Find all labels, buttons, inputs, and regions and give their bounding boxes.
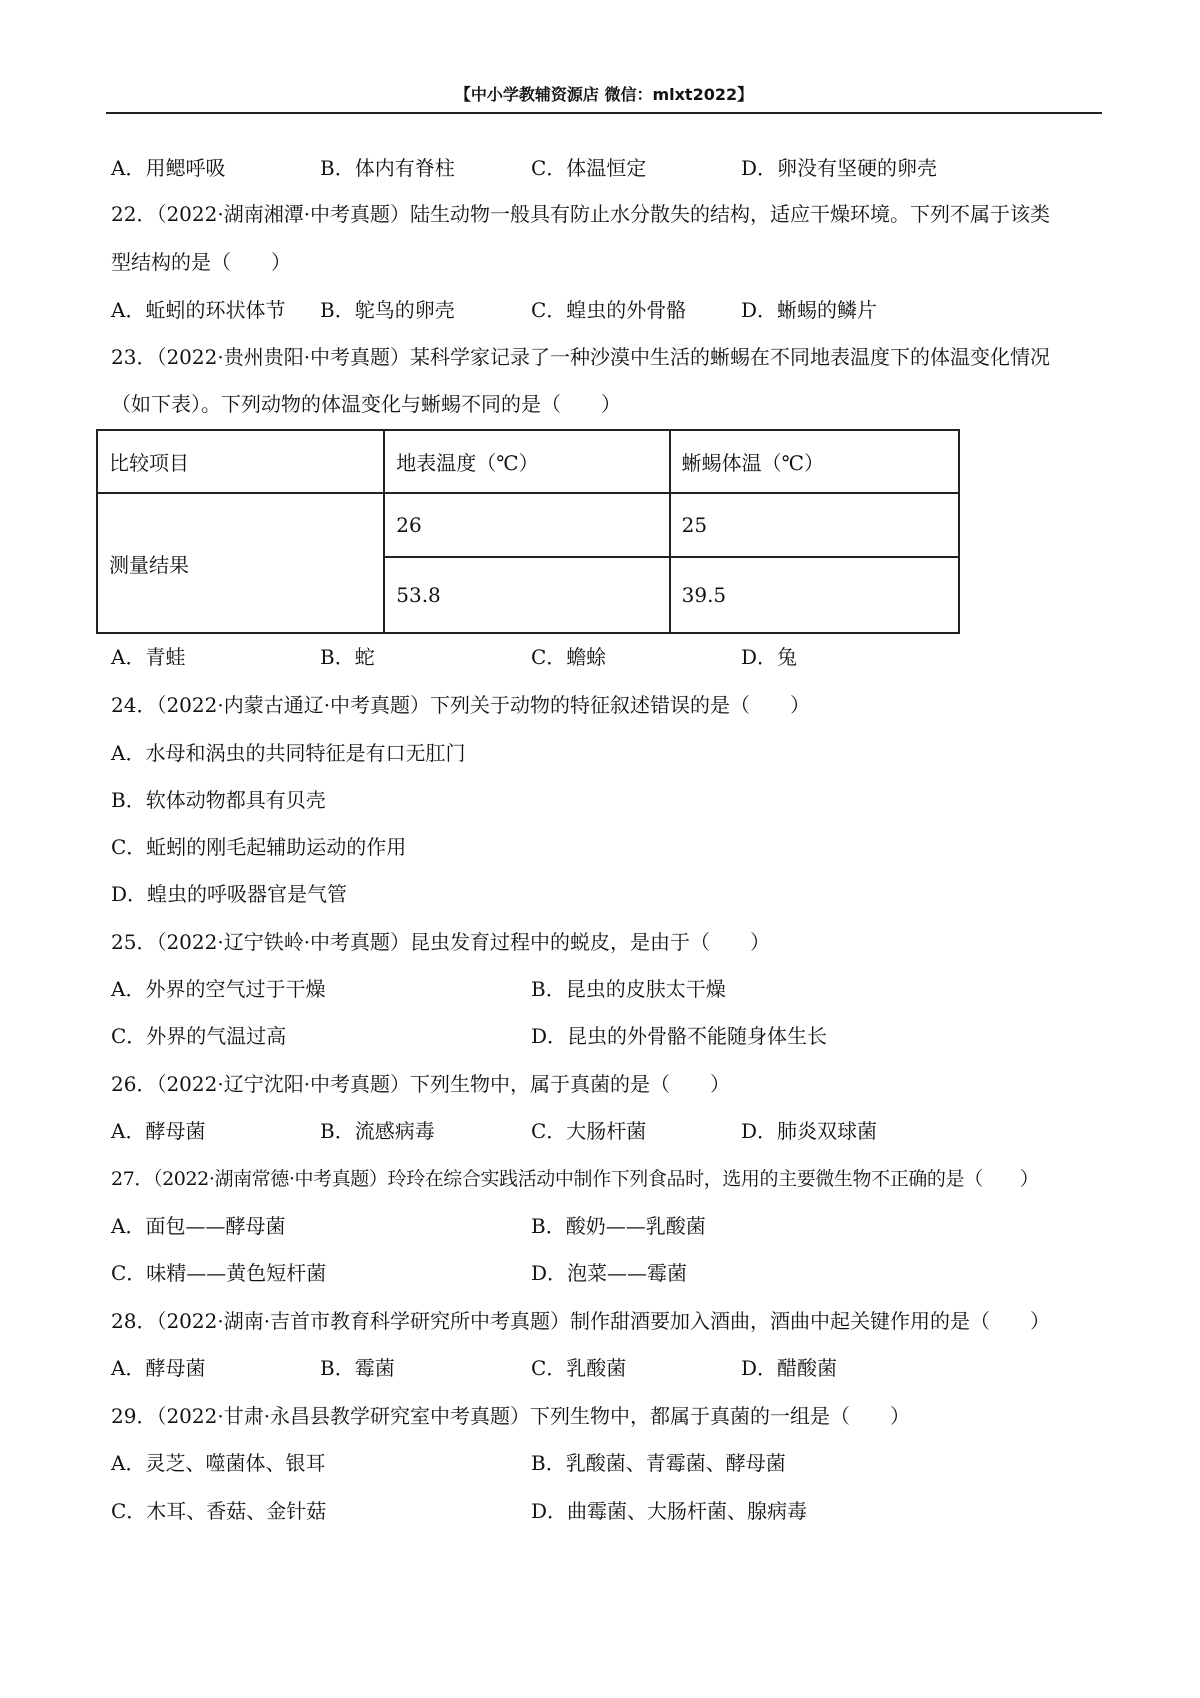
option-b: B．昆虫的皮肤太干燥	[531, 977, 726, 1001]
question-28-stem: 28．（2022·湖南·吉首市教育科学研究所中考真题）制作甜酒要加入酒曲，酒曲中起关键作用的是（ ）	[111, 1309, 1051, 1333]
option-b: B．霉菌	[320, 1356, 395, 1380]
option-a: A．水母和涡虫的共同特征是有口无肛门	[111, 741, 466, 765]
temperature-table	[96, 429, 960, 634]
option-c: C．大肠杆菌	[531, 1119, 647, 1143]
option-a: A．酵母菌	[111, 1356, 206, 1380]
question-26-stem: 26．（2022·辽宁沈阳·中考真题）下列生物中，属于真菌的是（ ）	[111, 1072, 731, 1096]
option-a: A．青蛙	[111, 645, 186, 669]
option-d: D．卵没有坚硬的卵壳	[741, 156, 938, 180]
question-29-stem: 29．（2022·甘肃·永昌县教学研究室中考真题）下列生物中，都属于真菌的一组是（ ）	[111, 1404, 911, 1428]
table-cell: 53.8	[384, 557, 669, 633]
table-header-cell: 比较项目	[97, 430, 384, 493]
option-a: A．蚯蚓的环状体节	[111, 298, 286, 322]
question-24-stem: 24．（2022·内蒙古通辽·中考真题）下列关于动物的特征叙述错误的是（ ）	[111, 693, 811, 717]
question-22-stem-line2: 型结构的是（ ）	[111, 250, 291, 274]
option-d: D．蜥蜴的鳞片	[741, 298, 878, 322]
option-b: B．鸵鸟的卵壳	[320, 298, 455, 322]
option-c: C．蝗虫的外骨骼	[531, 298, 687, 322]
option-d: D．肺炎双球菌	[741, 1119, 878, 1143]
option-c: C．蚯蚓的刚毛起辅助运动的作用	[111, 835, 407, 859]
option-b: B．酸奶——乳酸菌	[531, 1214, 706, 1238]
question-23-stem-line1: 23．（2022·贵州贵阳·中考真题）某科学家记录了一种沙漠中生活的蜥蜴在不同地表温度下的体温变化情况	[111, 345, 1051, 369]
question-27-stem: 27．（2022·湖南常德·中考真题）玲玲在综合实践活动中制作下列食品时，选用的主要微生物不正确的是（ ）	[111, 1168, 1039, 1190]
option-c: C．蟾蜍	[531, 645, 607, 669]
option-d: D．兔	[741, 645, 798, 669]
option-d: D．曲霉菌、大肠杆菌、腺病毒	[531, 1499, 808, 1523]
question-25-stem: 25．（2022·辽宁铁岭·中考真题）昆虫发育过程中的蜕皮，是由于（ ）	[111, 930, 771, 954]
option-d: D．蝗虫的呼吸器官是气管	[111, 882, 348, 906]
table-row	[97, 493, 959, 557]
table-header-cell: 蜥蜴体温（℃）	[670, 430, 959, 493]
question-22-stem-line1: 22．（2022·湖南湘潭·中考真题）陆生动物一般具有防止水分散失的结构，适应干燥环境。下列不属于该类	[111, 202, 1051, 226]
option-b: B．软体动物都具有贝壳	[111, 788, 326, 812]
option-a: A．酵母菌	[111, 1119, 206, 1143]
option-c: C．外界的气温过高	[111, 1024, 287, 1048]
question-23-stem-line2: （如下表）。下列动物的体温变化与蜥蜴不同的是（ ）	[111, 392, 621, 416]
option-a: A．灵芝、噬菌体、银耳	[111, 1451, 326, 1475]
option-d: D．泡菜——霉菌	[531, 1261, 688, 1285]
option-a: A．用鳃呼吸	[111, 156, 226, 180]
option-a: A．面包——酵母菌	[111, 1214, 286, 1238]
option-b: B．流感病毒	[320, 1119, 435, 1143]
option-c: C．体温恒定	[531, 156, 647, 180]
table-cell: 25	[670, 493, 959, 557]
option-d: D．醋酸菌	[741, 1356, 838, 1380]
option-d: D．昆虫的外骨骼不能随身体生长	[531, 1024, 828, 1048]
option-c: C．乳酸菌	[531, 1356, 627, 1380]
option-c: C．味精——黄色短杆菌	[111, 1261, 327, 1285]
option-b: B．体内有脊柱	[320, 156, 455, 180]
option-b: B．蛇	[320, 645, 375, 669]
option-b: B．乳酸菌、青霉菌、酵母菌	[531, 1451, 786, 1475]
option-a: A．外界的空气过于干燥	[111, 977, 326, 1001]
table-header-row	[97, 430, 959, 493]
page-header: 【中小学教辅资源店 微信：mlxt2022】	[106, 82, 1102, 114]
table-cell: 39.5	[670, 557, 959, 633]
table-header-cell: 地表温度（℃）	[384, 430, 669, 493]
table-cell: 26	[384, 493, 669, 557]
option-c: C．木耳、香菇、金针菇	[111, 1499, 327, 1523]
table-row-label: 测量结果	[97, 493, 384, 633]
